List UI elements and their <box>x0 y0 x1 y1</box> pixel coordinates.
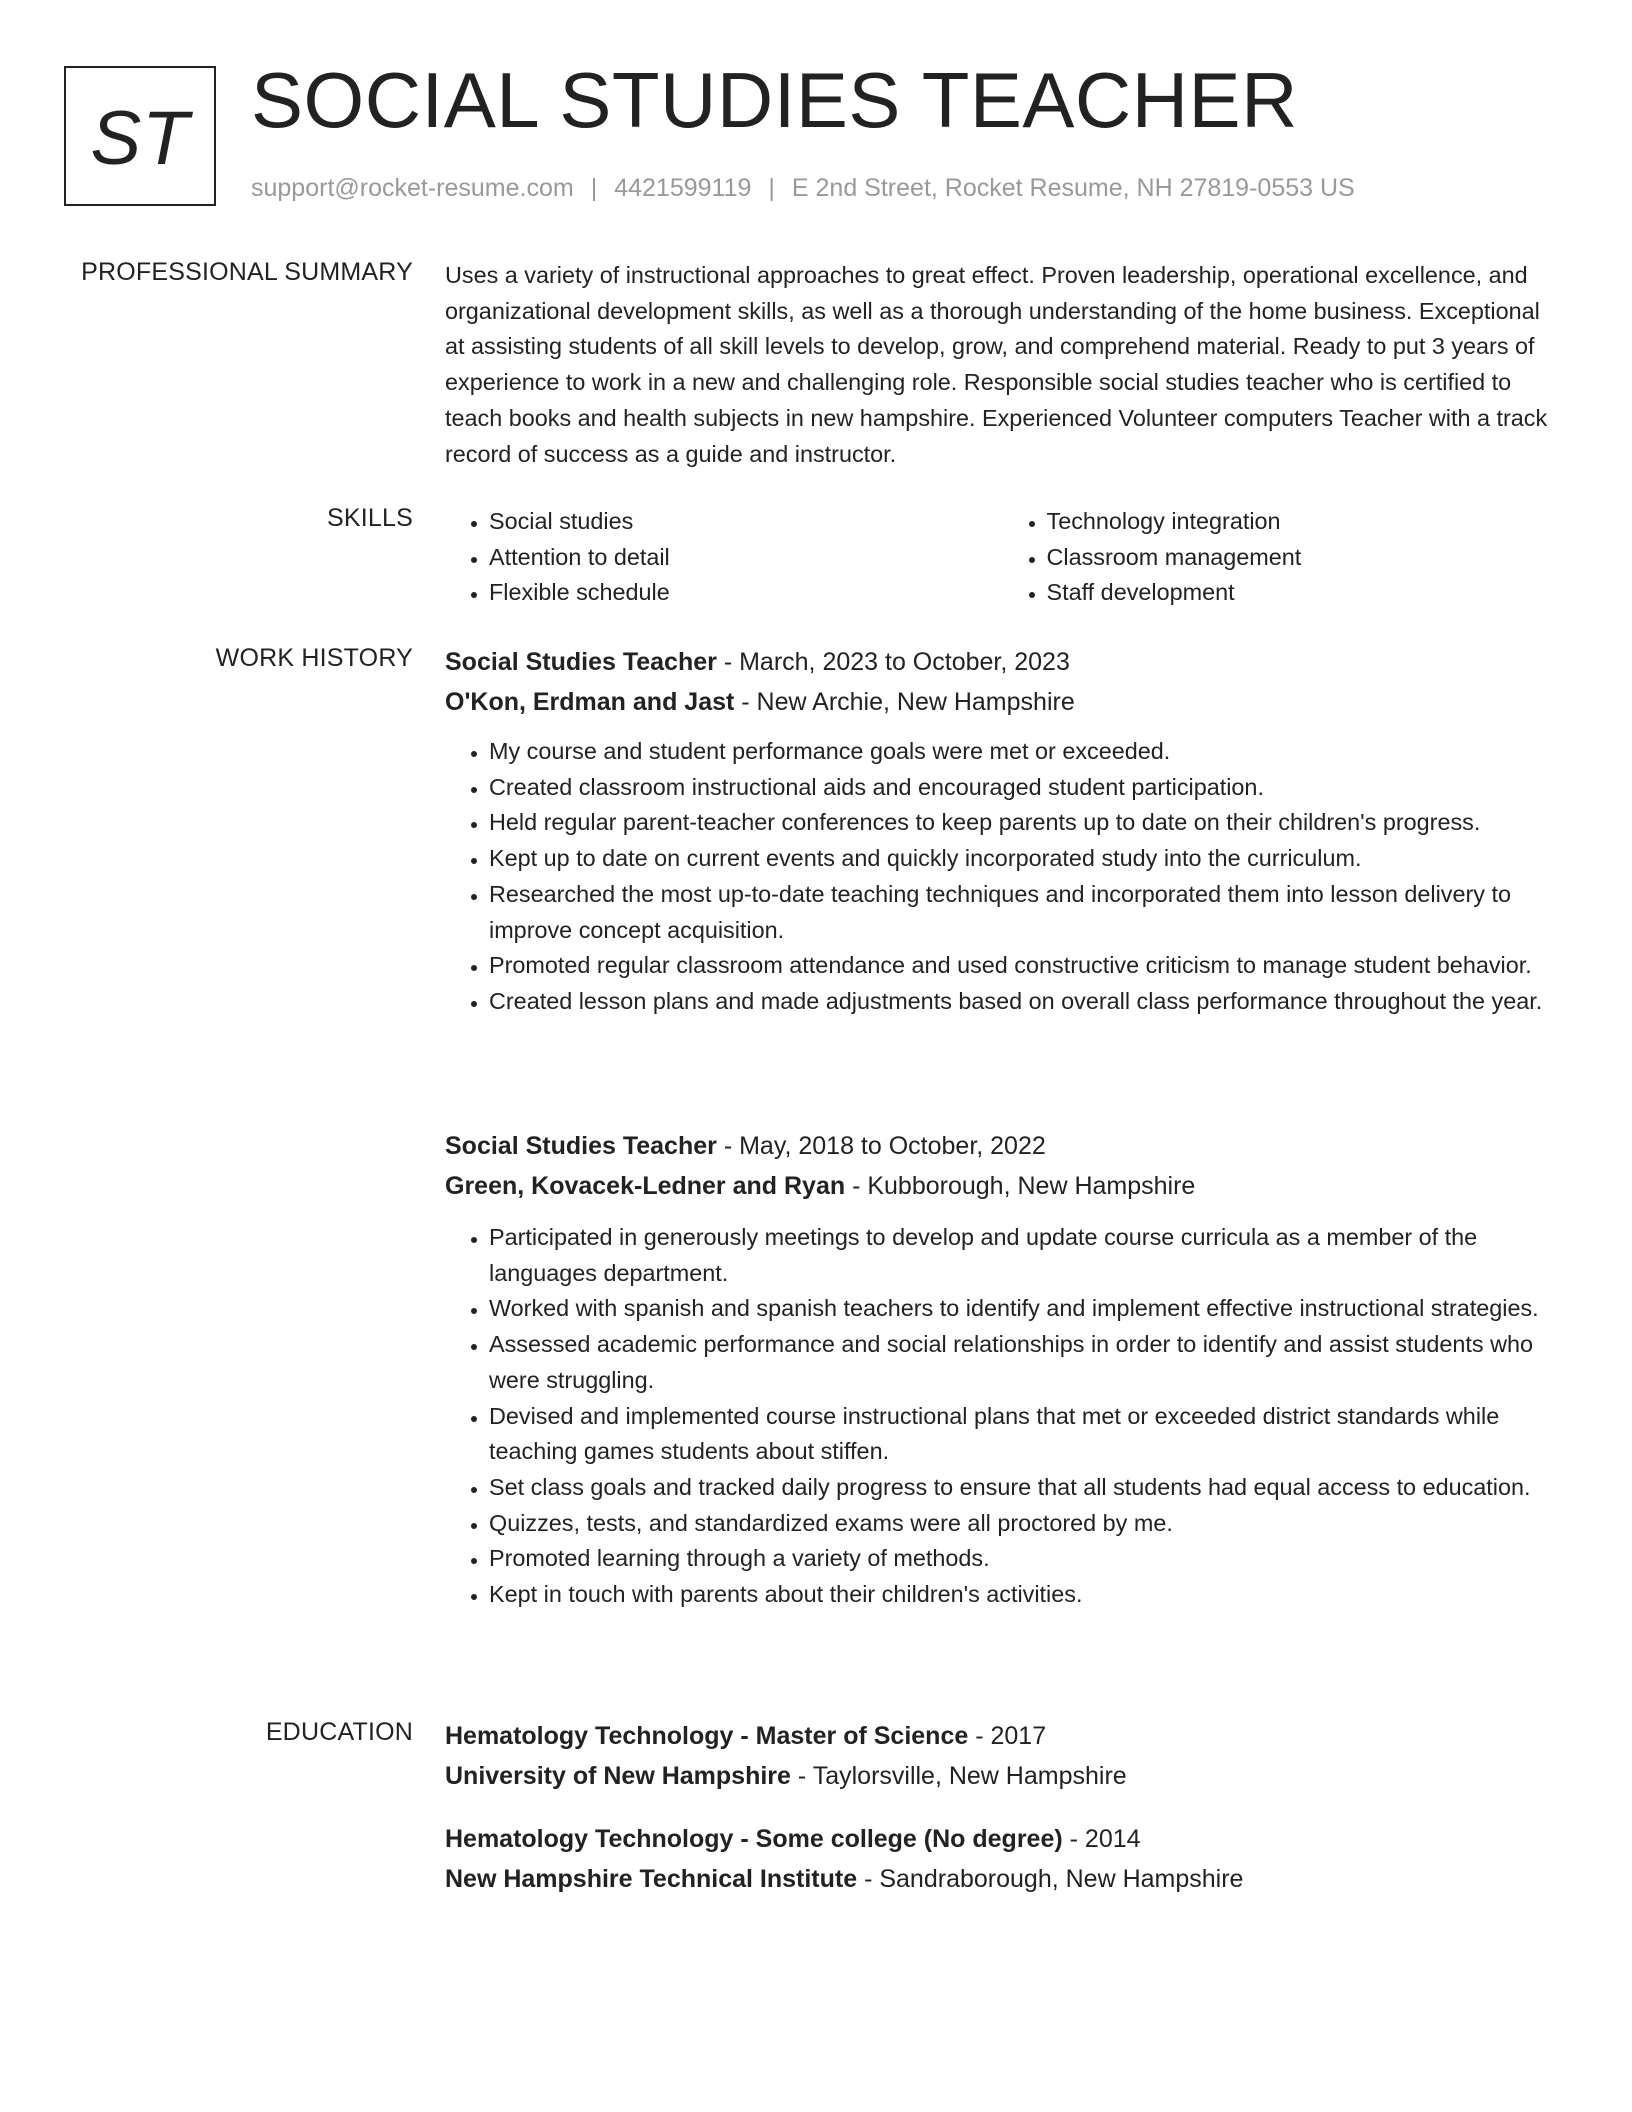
education-degree: Hematology Technology - Some college (No degree) <box>445 1825 1063 1853</box>
job-bullet: • Quizzes, tests, and standardized exams were all proctored by me. <box>489 1506 1560 1542</box>
job-bullet: • Set class goals and tracked daily progress to ensure that all students had equal access to education. <box>489 1470 1560 1506</box>
education-school: New Hampshire Technical Institute <box>445 1865 858 1893</box>
monogram-logo <box>64 66 216 206</box>
education-school-line <box>445 1758 1560 1794</box>
job-dates: - May, 2018 to October, 2022 <box>716 1132 1046 1160</box>
job-company: Green, Kovacek-Ledner and Ryan <box>445 1172 846 1200</box>
education-year: - 2017 <box>968 1722 1047 1750</box>
job-bullet: • Participated in generously meetings to develop and update course curricula as a member of the languages department. <box>489 1220 1560 1291</box>
job-entry <box>445 644 1560 1020</box>
job-bullet: • Devised and implemented course instructional plans that met or exceeded district standards while teaching games students about stiffen. <box>489 1399 1560 1470</box>
job-location: - Kubborough, New Hampshire <box>845 1172 1196 1200</box>
contact-phone: 4421599119 <box>614 174 752 202</box>
education-entry <box>445 1718 1560 1794</box>
resume-name: SOCIAL STUDIES TEACHER <box>251 56 1298 144</box>
job-title-line <box>445 644 1560 680</box>
job-bullets <box>445 734 1560 1020</box>
section-label-summary: PROFESSIONAL SUMMARY <box>81 258 413 286</box>
education-school-line <box>445 1861 1560 1897</box>
job-dates: - March, 2023 to October, 2023 <box>716 648 1070 676</box>
education-year: - 2014 <box>1062 1825 1141 1853</box>
skills-column-left <box>445 504 1003 611</box>
skill-item: • Technology integration <box>1047 504 1561 540</box>
education-school: University of New Hampshire <box>445 1762 791 1790</box>
education-location: - Sandraborough, New Hampshire <box>857 1865 1244 1893</box>
job-company-line <box>445 1168 1560 1204</box>
job-bullets <box>445 1220 1560 1613</box>
job-title-line <box>445 1128 1560 1164</box>
skills-column-right <box>1003 504 1561 611</box>
contact-address: E 2nd Street, Rocket Resume, NH 27819-0553 US <box>791 174 1355 202</box>
skill-item: • Staff development <box>1047 575 1561 611</box>
job-title: Social Studies Teacher <box>445 1132 717 1160</box>
job-entry <box>445 1128 1560 1613</box>
section-label-education: EDUCATION <box>265 1718 413 1746</box>
job-bullet: • Held regular parent-teacher conferences to keep parents up to date on their children's progress. <box>489 805 1560 841</box>
summary-text: Uses a variety of instructional approaches to great effect. Proven leadership, operational excellence, and organizational development skills, as well as a thorough understanding of the home business. Exceptional at assisting students of all skill levels to develop, grow, and comprehend material. Ready to put 3 years of experience to work in a new and challenging role. Responsible social studies teacher who is certified to teach books and health subjects in new hampshire. Experienced Volunteer computers Teacher with a track record of success as a guide and instructor. <box>445 262 1548 467</box>
contact-separator: | <box>590 174 598 202</box>
job-company: O'Kon, Erdman and Jast <box>445 688 735 716</box>
education-degree: Hematology Technology - Master of Science <box>445 1722 969 1750</box>
job-bullet: • Worked with spanish and spanish teachers to identify and implement effective instructional strategies. <box>489 1291 1560 1327</box>
job-bullet: • My course and student performance goals were met or exceeded. <box>489 734 1560 770</box>
section-label-work-history: WORK HISTORY <box>215 644 413 672</box>
job-title: Social Studies Teacher <box>445 648 717 676</box>
contact-line <box>251 174 1355 203</box>
skills-list <box>445 504 1560 611</box>
contact-separator: | <box>768 174 775 202</box>
job-bullet: • Created classroom instructional aids and encouraged student participation. <box>489 770 1560 806</box>
job-bullet: • Kept in touch with parents about their children's activities. <box>489 1577 1560 1613</box>
job-location: - New Archie, New Hampshire <box>734 688 1075 716</box>
job-bullet: • Researched the most up-to-date teaching techniques and incorporated them into lesson delivery to improve concept acquisition. <box>489 877 1560 948</box>
job-bullet: • Promoted regular classroom attendance and used constructive criticism to manage student behavior. <box>489 948 1560 984</box>
section-label-skills: SKILLS <box>327 504 413 532</box>
skill-item: • Social studies <box>489 504 1003 540</box>
skill-item: • Flexible schedule <box>489 575 1003 611</box>
job-bullet: • Created lesson plans and made adjustments based on overall class performance throughout the year. <box>489 984 1560 1020</box>
education-degree-line <box>445 1718 1560 1754</box>
skill-item: • Classroom management <box>1047 540 1561 576</box>
education-location: - Taylorsville, New Hampshire <box>790 1762 1127 1790</box>
education-entry <box>445 1821 1560 1897</box>
job-company-line <box>445 684 1560 720</box>
education-degree-line <box>445 1821 1560 1857</box>
contact-email: support@rocket-resume.com <box>251 174 574 202</box>
job-bullet: • Assessed academic performance and social relationships in order to identify and assist students who were struggling. <box>489 1327 1560 1398</box>
job-bullet: • Kept up to date on current events and quickly incorporated study into the curriculum. <box>489 841 1560 877</box>
job-bullet: • Promoted learning through a variety of methods. <box>489 1541 1560 1577</box>
skill-item: • Attention to detail <box>489 540 1003 576</box>
monogram-initials: ST <box>90 95 190 181</box>
